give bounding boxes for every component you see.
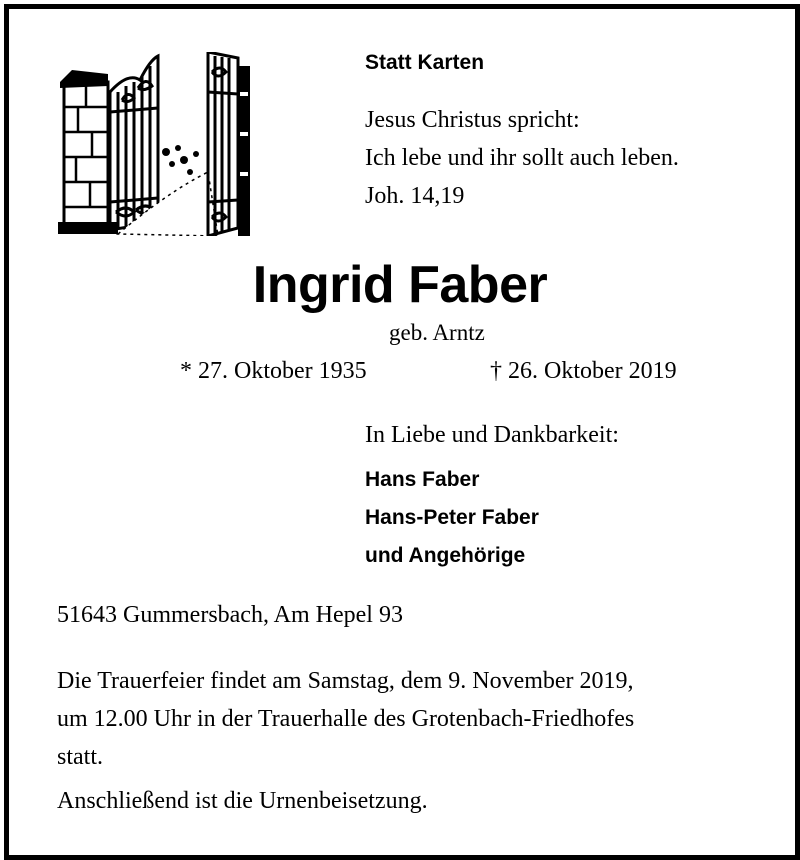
open-gate-icon [58,52,252,236]
maiden-name: geb. Arntz [389,320,485,345]
statt-karten-heading: Statt Karten [365,51,485,74]
verse-reference: Joh. 14,19 [365,183,465,209]
address: 51643 Gummersbach, Am Hepel 93 [57,602,403,628]
service-line-2: um 12.00 Uhr in der Trauerhalle des Grotenbach-Friedhofes [57,706,635,732]
mourner-name: Hans-Peter Faber [365,506,539,529]
mourner-name: Hans Faber [365,468,480,491]
service-line-1: Die Trauerfeier findet am Samstag, dem 9. November 2019, [57,668,634,694]
death-date: † 26. Oktober 2019 [490,358,677,384]
birth-date: * 27. Oktober 1935 [180,358,367,384]
service-line-3: statt. [57,744,103,770]
verse-line-1: Jesus Christus spricht: [365,107,580,133]
burial-note: Anschließend ist die Urnenbeisetzung. [57,788,428,814]
mourners-intro: In Liebe und Dankbarkeit: [365,422,619,448]
mourner-name: und Angehörige [365,544,526,567]
deceased-name: Ingrid Faber [252,256,548,314]
verse-line-2: Ich lebe und ihr sollt auch leben. [365,145,679,171]
